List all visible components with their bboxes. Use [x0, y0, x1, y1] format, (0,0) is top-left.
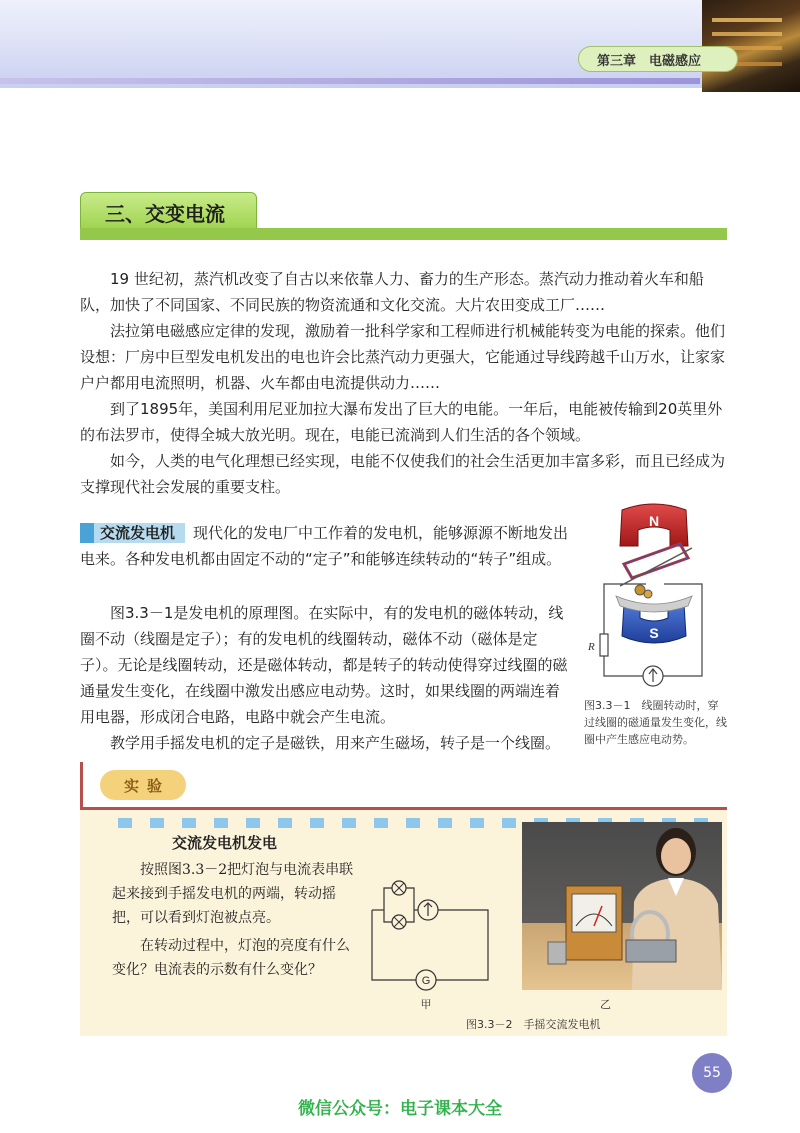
- experiment-top-rule: [80, 807, 727, 810]
- resistor-label: R: [588, 641, 595, 653]
- header-stripe: [0, 78, 700, 84]
- generator-paragraph-1: [80, 520, 574, 572]
- ammeter-icon: [418, 900, 438, 920]
- lamp-icon: [392, 915, 406, 929]
- subfigure-b-label: 乙: [600, 998, 611, 1011]
- section-title: 三、交变电流: [80, 192, 257, 232]
- experiment-side-rule: [80, 762, 83, 810]
- experiment-title: 交流发电机发电: [172, 834, 278, 852]
- watermark-text: 微信公众号：电子课本大全: [298, 1099, 502, 1119]
- photo-teacher-with-generator: [522, 822, 722, 990]
- generator-paragraph-1-text: 现代化的发电厂中工作着的发电机，能够源源不断地发出电来。各种发电机都由固定不动的“定子”和能够连续转动的“转子”组成。: [80, 524, 569, 568]
- intro-paragraph-4: 如今，人类的电气化理想已经实现，电能不仅使我们的社会生活更加丰富多彩，而且已经成为支撑现代社会发展的重要支柱。: [80, 452, 726, 496]
- rotating-coil: [620, 544, 692, 598]
- lamp-icon: [392, 881, 406, 895]
- generator-paragraph-2: 图3.3－1是发电机的原理图。在实际中，有的发电机的磁体转动，线圈不动（线圈是定子）；有的发电机的线圈转动，磁体不动（磁体是定子）。无论是线圈转动，还是磁体转动，都是转子的转动使得穿过线圈的磁通量发生变化，在线圈中激发出感应电动势。这时，如果线圈的两端连着用电器，形成闭合电路，电路中就会产生电流。: [80, 604, 568, 726]
- figure-circuit-diagram: [362, 876, 492, 1012]
- section-rule: [80, 228, 727, 240]
- pole-s-label: S: [649, 625, 659, 641]
- experiment-paragraph-1: 按照图3.3－2把灯泡与电流表串联起来接到手摇发电机的两端，转动摇把，可以看到灯泡被点亮。: [112, 862, 354, 926]
- figure-generator-principle: [584, 500, 728, 696]
- intro-paragraph-1: 19 世纪初，蒸汽机改变了自古以来依靠人力、畜力的生产形态。蒸汽动力推动着火车和船队，加快了不同国家、不同民族的物资流通和文化交流。大片农田变成工厂……: [80, 270, 704, 314]
- chapter-title: 第三章 电磁感应: [578, 46, 738, 72]
- intro-paragraph-3: 到了1895年，美国利用尼亚加拉大瀑布发出了巨大的电能。一年后，电能被传输到20英里外的布法罗市，使得全城大放光明。现在，电能已流淌到人们生活的各个领域。: [80, 400, 723, 444]
- subfigure-a-label: 甲: [420, 998, 432, 1011]
- generator-paragraph-3: 教学用手摇发电机的定子是磁铁，用来产生磁场，转子是一个线圈。: [110, 734, 561, 752]
- experiment-paragraph-2: 在转动过程中，灯泡的亮度有什么变化？电流表的示数有什么变化？: [112, 938, 350, 978]
- figure1-caption: 图3.3－1 线圈转动时，穿过线圈的磁通量发生变化，线圈中产生感应电动势。: [584, 699, 727, 746]
- experiment-label: 实验: [100, 770, 186, 800]
- intro-paragraph-2: 法拉第电磁感应定律的发现，激励着一批科学家和工程师进行机械能转变为电能的探索。他们设想：厂房中巨型发电机发出的电也许会比蒸汽动力更强大，它能通过导线跨越千山万水，让家家户户都用电流照明，机器、火车都由电流提供动力……: [80, 322, 726, 392]
- header-band: [0, 0, 800, 88]
- figure2-caption: 图3.3－2 手摇交流发电机: [466, 1018, 601, 1031]
- resistor-symbol: [600, 634, 608, 656]
- pole-n-label: N: [648, 513, 660, 529]
- page-number: 55: [692, 1053, 732, 1093]
- generator-symbol-label: G: [421, 975, 431, 987]
- generator-label: 交流发电机: [80, 523, 185, 543]
